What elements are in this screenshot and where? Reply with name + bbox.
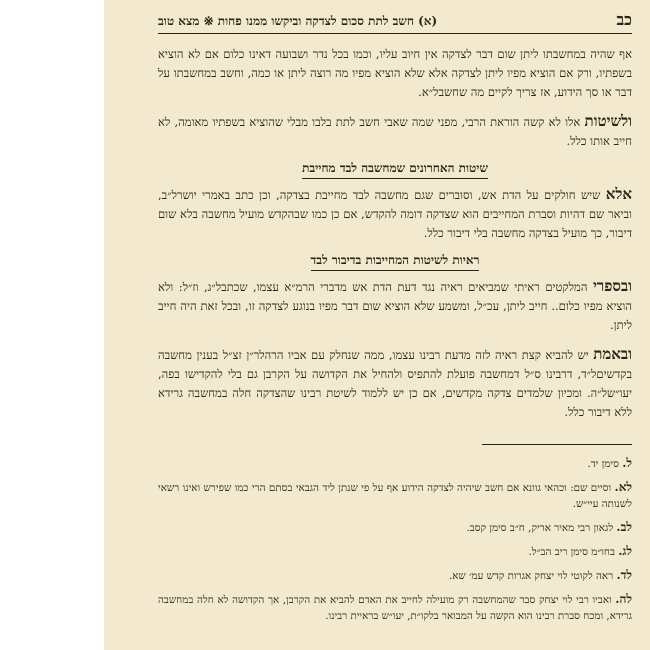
footnote-text: וסיים שם: וכהאי גוונא אם חשב שיהיה לצדקה הידוע אף על פי שנתן ליד הגבאי בסתם הרי כמו שפירש ואינו רשאי לשנותה עיי״ש. (158, 482, 632, 510)
page-number: כב (616, 10, 632, 29)
page-text (158, 10, 632, 631)
running-header (158, 10, 632, 34)
footnote-number: לד. (616, 568, 632, 582)
book-page (104, 0, 650, 650)
footnote-text: ראה לקוטי לוי יצחק אגרות קדש עמ׳ שא. (448, 570, 614, 582)
footnote (158, 567, 632, 584)
running-title: (א) חשב לתת סכום לצדקה וביקשו ממנו פחות ※ מצא טוב (158, 14, 438, 28)
paragraph-1 (158, 44, 632, 102)
paragraph-2 (158, 112, 632, 151)
footnote-divider (482, 444, 632, 445)
footnote-text: סימן יד. (587, 458, 619, 470)
footnote-number: לג. (618, 544, 632, 558)
paragraph-text: אף שהיה במחשבתו ליתן שום דבר לצדקה אין חיוב עליו, וכמו בכל נדר ושבועה דאינו כלום אם לא הוציא בשפתיו, ורק אם הוציא מפיו ליתן לצדקה אלא שלא הוציא מפיו מה רוצה ליתן או כמה, וחשב במחשבתו על דבר או סך הידוע, אז צריך לקיים מה שחשבל״א. (158, 47, 632, 99)
paragraph-lead: ובאמת (593, 345, 632, 363)
section-heading-1: שיטות האחרונים שמחשבה לבד מחייבת (158, 161, 632, 179)
paragraph-text: שיש חולקים על הדת אש, וסוברים שגם מחשבה לבד מחייבת בצדקה, וכן כתב באמרי יושרל״ב, וביאר שם דהיות וסברת המחייבים הוא שצדקה דומה להקדש, אם כן כמו שבהקדש מועיל מחשבה בלא שום דיבור, כך מועיל בצדקה מחשבה בלי דיבור כלל. (158, 188, 632, 240)
paragraph-lead: אלא (605, 185, 633, 203)
footnote-number: לה. (615, 592, 632, 606)
footnote-text: לגאון רבי מאיר אריק, ח״ב סימן קסב. (466, 522, 614, 534)
footnote (158, 455, 632, 472)
footnote-text: ואביו רבי לוי יצחק סבר שהמחשבה רק מועילה לחייב את האדם להביא את הקרבן, אך הקדושה לא חלה במחשבה גרידא, ומכח סברת רבינו הוא הקשה על המבואר בלקו״ת, יעו״ש בראיית רבינו. (158, 594, 632, 622)
paragraph-4 (158, 277, 632, 335)
footnote-number: ל. (622, 456, 632, 470)
paragraph-lead: ולשיטות (584, 112, 633, 130)
footnote-number: לא. (614, 480, 633, 494)
paragraph-text: יש להביא קצת ראיה לזה מדעת רבינו עצמו, ממה שנחלק עם אביו הרהלר״ן זצ״ל בענין מחשבה בקדשיםל״ד, דרבינו ס״ל דמחשבה פועלת להתפיס ולהחיל את הקדושה על הקרבן גם בלי להקדישו בפה, יעו״של״ה. ומכיון שלמדים צדקה מקדשים, אם כן יש ללמוד לשיטת רבינו שהצדקה חלה במחשבה גרידא ללא דיבור כלל. (158, 348, 632, 419)
paragraph-lead: ובספרי (592, 277, 632, 295)
paragraph-3 (158, 185, 632, 243)
paragraph-text: המלקטים ראיתי שמביאים ראיה נגד דעת הדת אש מדברי הרמ״א עצמו, שכתבל״ג, וז״ל: ולא הוציא מפיו כלום.. חייב ליתן, עכ״ל, ומשמע שלא הוציא שום דבר מפיו בנוגע לצדקה זו, ובכל זאת היה חייב ליתן. (158, 280, 632, 332)
footnote (158, 591, 632, 624)
footnote-text: בחו״מ סימן ריב הב״ל. (528, 546, 615, 558)
footnote (158, 519, 632, 536)
paragraph-text: אלו לא קשה הוראת הרבי, מפני שמה שאבי חשב לתת בלבו מבלי שהוציא בשפתיו מאומה, לא חייב אותו כלל. (158, 115, 632, 148)
footnote-number: לב. (616, 520, 632, 534)
footnote (158, 543, 632, 560)
section-heading-2: ראיות לשיטות המחייבות בדיבור לבד (158, 253, 632, 271)
footnote (158, 479, 632, 512)
paragraph-5 (158, 345, 632, 422)
